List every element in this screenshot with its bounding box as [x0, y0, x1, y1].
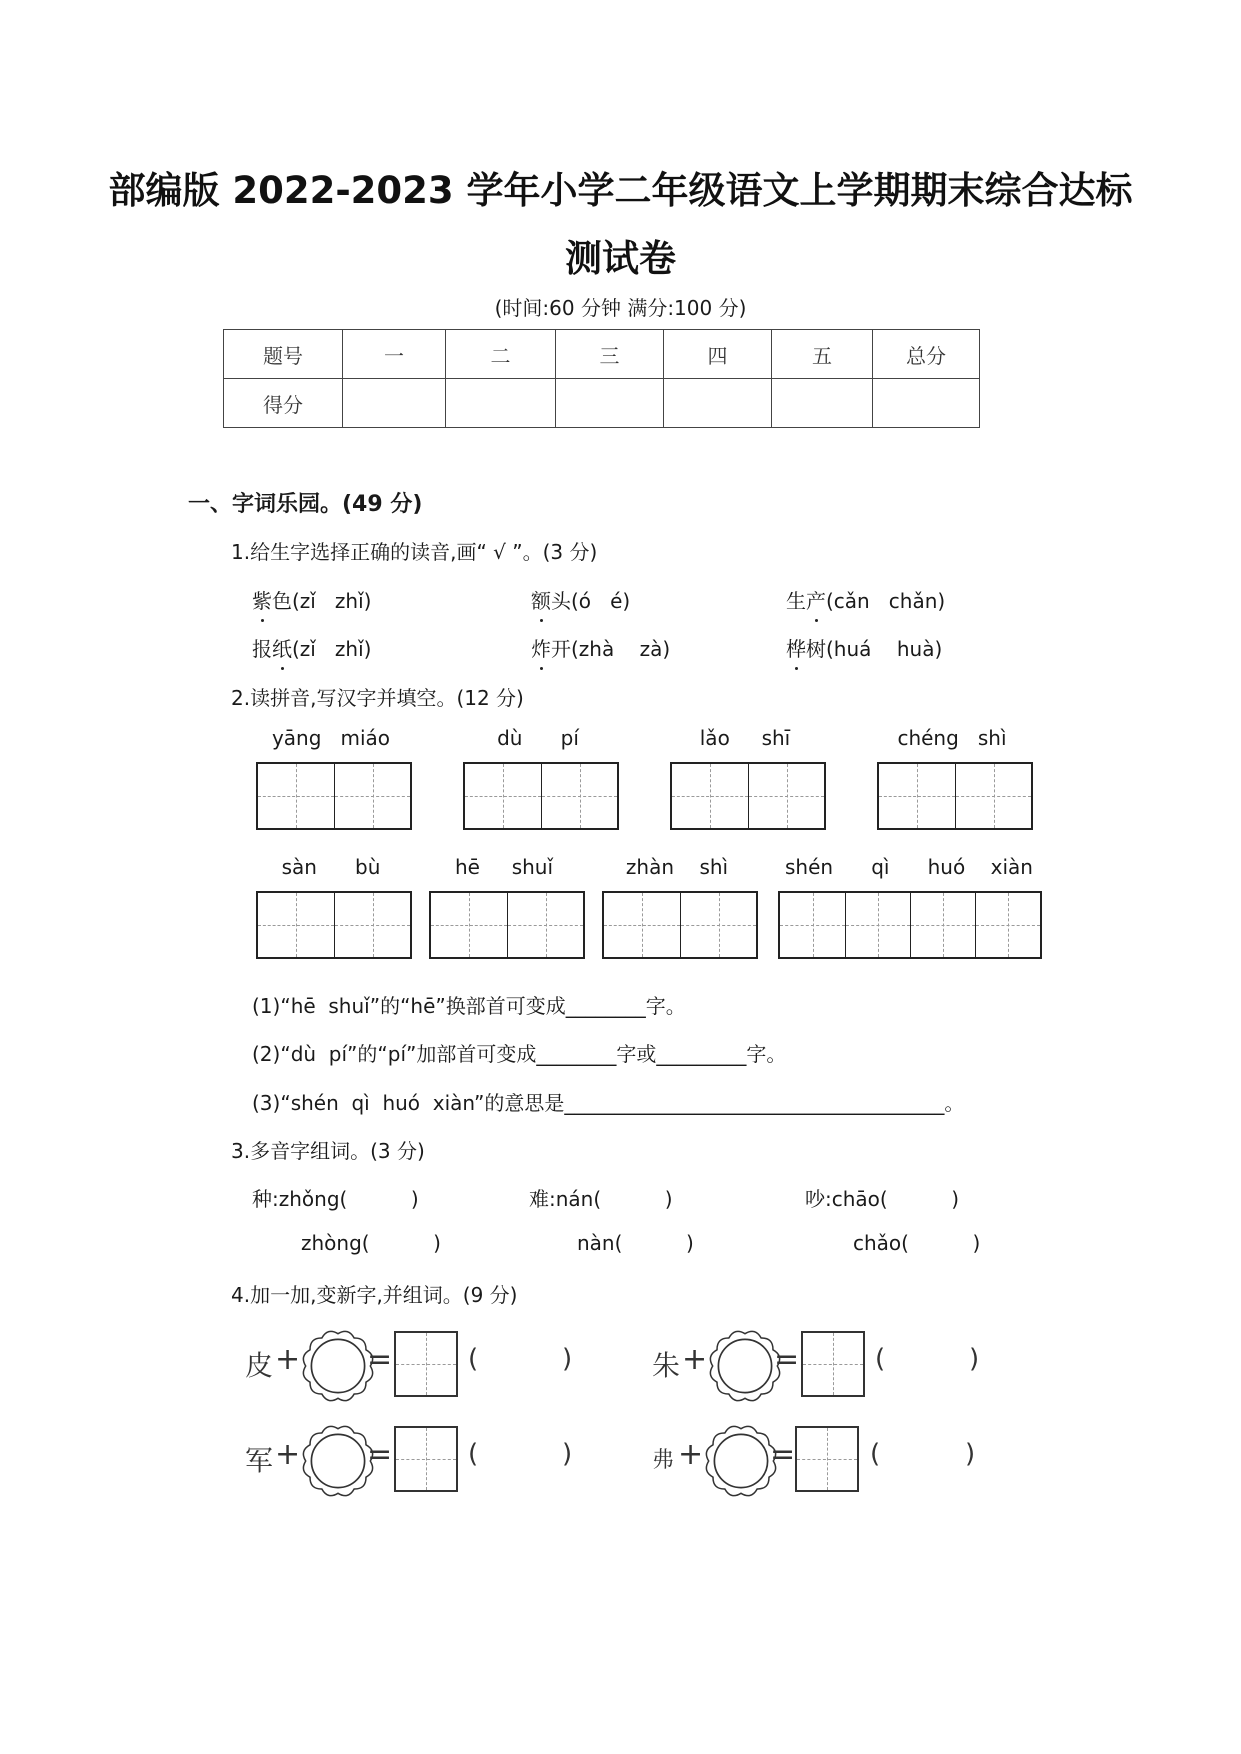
equals-sign: =: [367, 1437, 393, 1472]
writing-grid[interactable]: [602, 891, 758, 959]
q1-item-text: (cǎn chǎn): [826, 589, 946, 613]
score-header-cell: 总分: [873, 330, 980, 379]
score-cell[interactable]: [873, 379, 980, 428]
q1-item-text: 色(zǐ zhǐ): [272, 589, 372, 613]
page-title-line2: 测试卷: [565, 237, 676, 280]
left-paren: (: [468, 1344, 479, 1374]
q1-dotted-char: 紫: [252, 585, 272, 614]
score-cell[interactable]: [772, 379, 873, 428]
left-paren: (: [875, 1344, 886, 1374]
q1-item-text: (zǐ zhǐ): [292, 637, 372, 661]
flower-blank-icon[interactable]: [703, 1423, 779, 1499]
q2-subquestion-1: (1)“hē shuǐ”的“hē”换部首可变成________字。: [252, 994, 686, 1018]
polyphone-item: zhòng( ): [301, 1231, 441, 1255]
left-paren: (: [468, 1439, 479, 1469]
equals-sign: =: [367, 1342, 393, 1377]
q1-item-text: 报: [252, 637, 272, 661]
q1-item-text: 开(zhà zà): [551, 637, 671, 661]
polyphone-item: chǎo( ): [853, 1231, 981, 1255]
pinyin-label: lǎo shī: [699, 726, 791, 750]
add-char-row: [652, 1330, 992, 1402]
writing-grid[interactable]: [670, 762, 826, 830]
q1-dotted-char: 炸: [531, 633, 551, 662]
writing-cell[interactable]: [334, 893, 410, 957]
flower-blank-icon[interactable]: [707, 1328, 783, 1404]
q1-item-text: 头(ó é): [551, 589, 631, 613]
base-char: 皮: [245, 1349, 274, 1382]
score-header-cell: 题号: [224, 330, 343, 379]
question-1-prompt: 1.给生字选择正确的读音,画“ √ ”。(3 分): [231, 540, 598, 564]
right-paren: ): [562, 1439, 573, 1469]
writing-cell[interactable]: [258, 893, 334, 957]
equals-sign: =: [770, 1437, 796, 1472]
score-cell[interactable]: [556, 379, 664, 428]
score-header-cell: 三: [556, 330, 664, 379]
q2-subquestion-3: (3)“shén qì huó xiàn”的意思是______________________________________。: [252, 1091, 965, 1115]
pinyin-label: hē shuǐ: [454, 855, 554, 879]
base-char: 弗: [652, 1448, 675, 1473]
polyphone-item: 种:zhǒng( ): [252, 1187, 419, 1211]
q1-item: [786, 585, 945, 614]
score-row-label: 得分: [224, 379, 343, 428]
pinyin-label: chéng shì: [897, 726, 1007, 750]
writing-grid[interactable]: [429, 891, 585, 959]
plus-sign: +: [275, 1342, 301, 1377]
writing-cell[interactable]: [541, 764, 617, 828]
writing-grid[interactable]: [256, 891, 412, 959]
new-char-box[interactable]: [394, 1426, 458, 1492]
writing-cell[interactable]: [258, 764, 334, 828]
q1-item-text: 树(huá huà): [806, 637, 943, 661]
add-char-row: [652, 1425, 992, 1497]
q1-dotted-char: 桦: [786, 633, 806, 662]
q1-item: [531, 585, 630, 614]
plus-sign: +: [678, 1437, 704, 1472]
polyphone-item: 吵:chāo( ): [805, 1187, 960, 1211]
score-table-header-row: [224, 330, 980, 379]
writing-cell[interactable]: [879, 764, 955, 828]
polyphone-item: nàn( ): [577, 1231, 694, 1255]
page-title: 部编版 2022-2023 学年小学二年级语文上学期期末综合达标: [108, 169, 1133, 212]
new-char-box[interactable]: [801, 1331, 865, 1397]
score-cell[interactable]: [446, 379, 556, 428]
right-paren: ): [965, 1439, 976, 1469]
pinyin-label: yāng miáo: [271, 726, 391, 750]
score-table-row: [224, 379, 980, 428]
writing-cell[interactable]: [672, 764, 748, 828]
writing-cell[interactable]: [780, 893, 845, 957]
add-char-row: [245, 1330, 585, 1402]
writing-grid[interactable]: [463, 762, 619, 830]
writing-cell[interactable]: [680, 893, 756, 957]
right-paren: ): [969, 1344, 980, 1374]
writing-cell[interactable]: [507, 893, 583, 957]
score-cell[interactable]: [664, 379, 772, 428]
writing-cell[interactable]: [431, 893, 507, 957]
score-header-cell: 四: [664, 330, 772, 379]
q1-item: [531, 633, 670, 662]
pinyin-label: zhàn shì: [625, 855, 729, 879]
flower-blank-icon[interactable]: [300, 1423, 376, 1499]
writing-cell[interactable]: [845, 893, 910, 957]
plus-sign: +: [682, 1342, 708, 1377]
plus-sign: +: [275, 1437, 301, 1472]
pinyin-label: dù pí: [497, 726, 579, 750]
pinyin-label: sàn bù: [281, 855, 381, 879]
writing-grid[interactable]: [877, 762, 1033, 830]
question-2-prompt: 2.读拼音,写汉字并填空。(12 分): [231, 686, 524, 710]
writing-cell[interactable]: [334, 764, 410, 828]
left-paren: (: [870, 1439, 881, 1469]
add-char-row: [245, 1425, 585, 1497]
q1-dotted-char: 纸: [272, 633, 292, 662]
q1-item: [252, 633, 371, 662]
right-paren: ): [562, 1344, 573, 1374]
score-header-cell: 二: [446, 330, 556, 379]
polyphone-item: 难:nán( ): [529, 1187, 673, 1211]
writing-cell[interactable]: [975, 893, 1040, 957]
writing-cell[interactable]: [748, 764, 824, 828]
flower-blank-icon[interactable]: [300, 1328, 376, 1404]
writing-cell[interactable]: [465, 764, 541, 828]
equals-sign: =: [774, 1342, 800, 1377]
q1-item: [786, 633, 942, 662]
writing-grid[interactable]: [256, 762, 412, 830]
base-char: 朱: [652, 1349, 681, 1382]
score-table: [223, 329, 980, 428]
section-heading: 一、字词乐园。(49 分): [188, 492, 423, 517]
score-cell[interactable]: [343, 379, 446, 428]
q1-dotted-char: 产: [806, 585, 826, 614]
writing-cell[interactable]: [955, 764, 1031, 828]
q1-item-text: 生: [786, 589, 806, 613]
q1-dotted-char: 额: [531, 585, 551, 614]
question-4-prompt: 4.加一加,变新字,并组词。(9 分): [231, 1283, 518, 1307]
writing-cell[interactable]: [910, 893, 975, 957]
score-header-cell: 一: [343, 330, 446, 379]
question-3-prompt: 3.多音字组词。(3 分): [231, 1139, 425, 1163]
new-char-box[interactable]: [394, 1331, 458, 1397]
pinyin-label: shén qì huó xiàn: [785, 855, 1033, 879]
writing-cell[interactable]: [604, 893, 680, 957]
new-char-box[interactable]: [795, 1426, 859, 1492]
base-char: 军: [245, 1444, 274, 1477]
exam-info: (时间:60 分钟 满分:100 分): [494, 296, 747, 320]
q2-subquestion-2: (2)“dù pí”的“pí”加部首可变成________字或_________字。: [252, 1042, 787, 1066]
score-header-cell: 五: [772, 330, 873, 379]
writing-grid[interactable]: [778, 891, 1042, 959]
q1-item: [252, 585, 371, 614]
